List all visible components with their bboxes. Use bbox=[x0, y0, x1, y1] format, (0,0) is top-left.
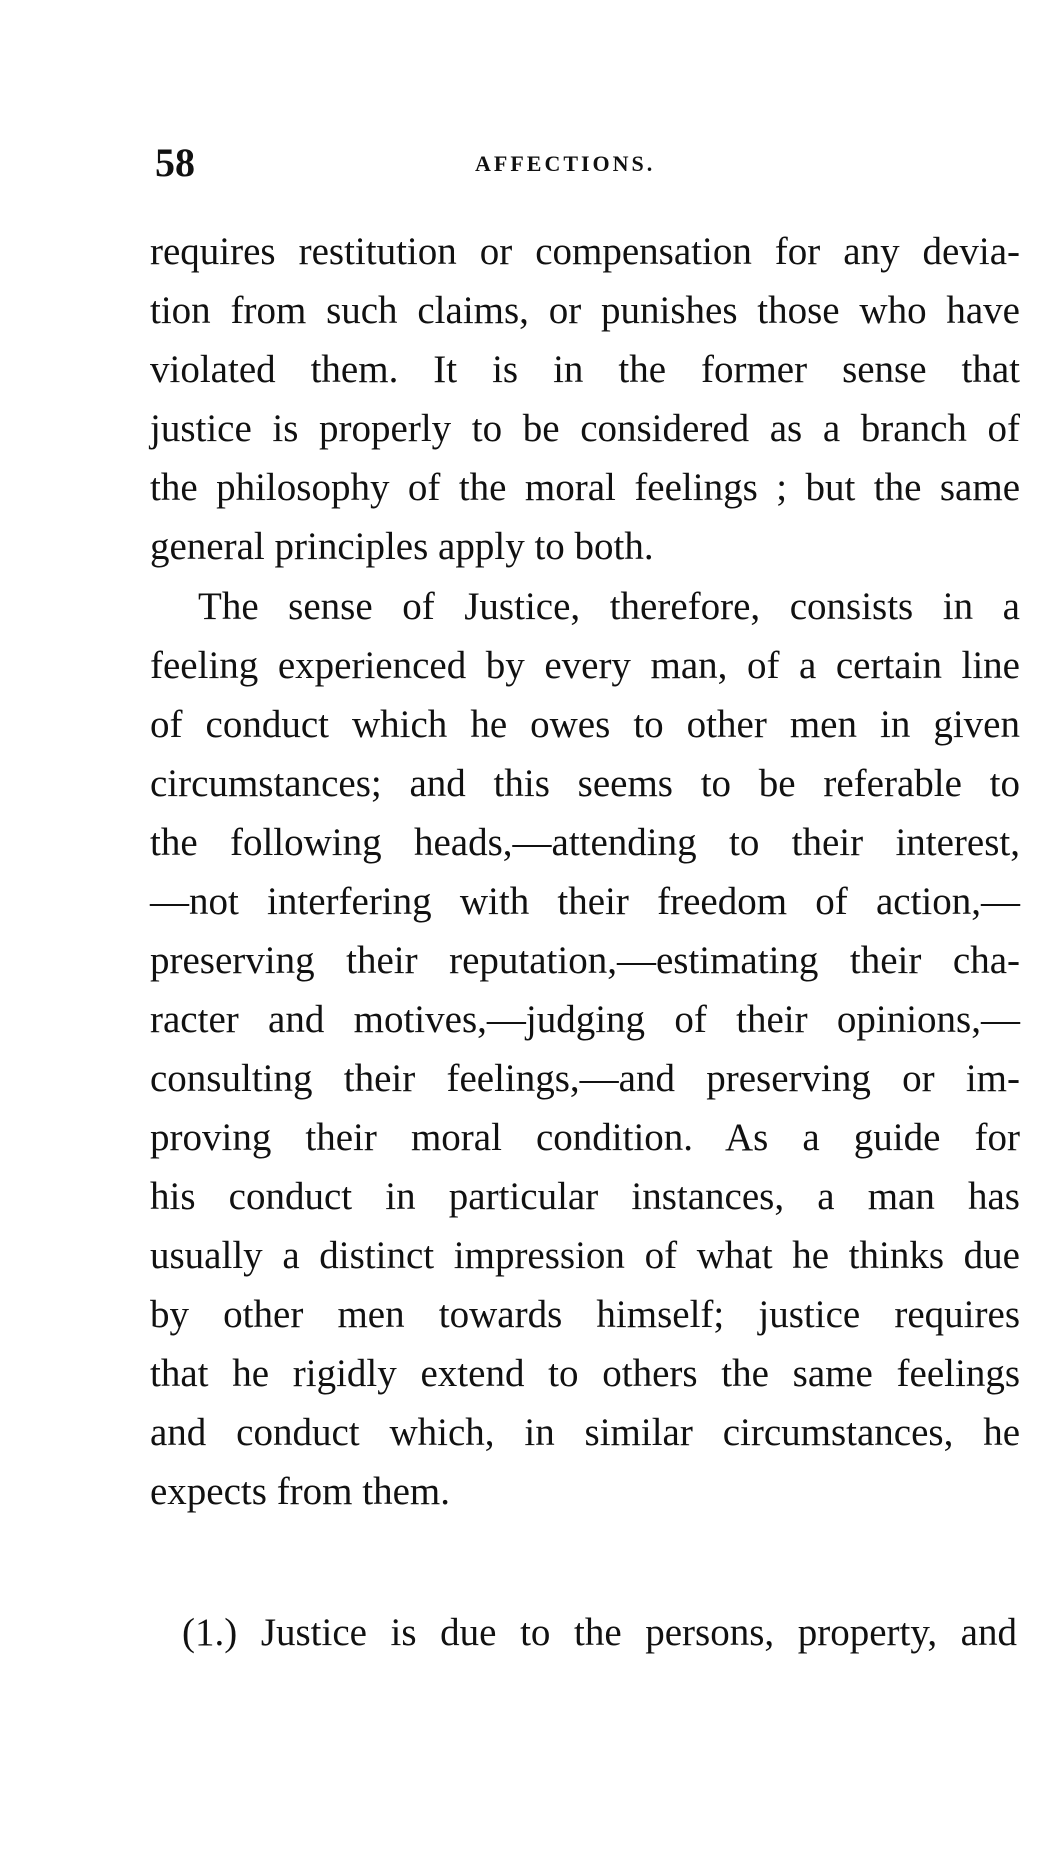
text-line: violated them. It is in the former sense that bbox=[150, 348, 1020, 391]
text-line: general principles apply to both. bbox=[150, 525, 654, 568]
page-number: 58 bbox=[155, 140, 195, 185]
text-line: proving their moral condition. As a guide for bbox=[150, 1116, 1020, 1159]
text-line: the following heads,—attending to their interest, bbox=[150, 821, 1020, 864]
text-line: racter and motives,—judging of their opinions,— bbox=[150, 998, 1020, 1041]
text-line: his conduct in particular instances, a man has bbox=[150, 1175, 1020, 1218]
running-head: AFFECTIONS. bbox=[475, 151, 656, 176]
text-line: consulting their feelings,—and preserving or im- bbox=[150, 1057, 1020, 1100]
text-line: by other men towards himself; justice requires bbox=[150, 1293, 1020, 1336]
page-header bbox=[155, 138, 1015, 188]
section-start-line: (1.) Justice is due to the persons, property, and bbox=[182, 1611, 1017, 1654]
text-line: that he rigidly extend to others the same feelings bbox=[150, 1352, 1020, 1395]
text-line: preserving their reputation,—estimating their cha- bbox=[150, 939, 1020, 982]
text-line: circumstances; and this seems to be referable to bbox=[150, 762, 1020, 805]
text-line: the philosophy of the moral feelings ; but the same bbox=[150, 466, 1020, 509]
text-line: tion from such claims, or punishes those who have bbox=[150, 289, 1020, 332]
text-line: expects from them. bbox=[150, 1470, 450, 1513]
paragraph-start-line: The sense of Justice, therefore, consists in a bbox=[198, 585, 1020, 628]
text-line: usually a distinct impression of what he thinks due bbox=[150, 1234, 1020, 1277]
text-line: justice is properly to be considered as a branch of bbox=[150, 407, 1020, 450]
text-line: and conduct which, in similar circumstances, he bbox=[150, 1411, 1020, 1454]
text-line: —not interfering with their freedom of action,— bbox=[150, 880, 1020, 923]
text-line: feeling experienced by every man, of a certain line bbox=[150, 644, 1020, 687]
text-line: of conduct which he owes to other men in given bbox=[150, 703, 1020, 746]
text-line: requires restitution or compensation for any devia- bbox=[150, 230, 1020, 273]
